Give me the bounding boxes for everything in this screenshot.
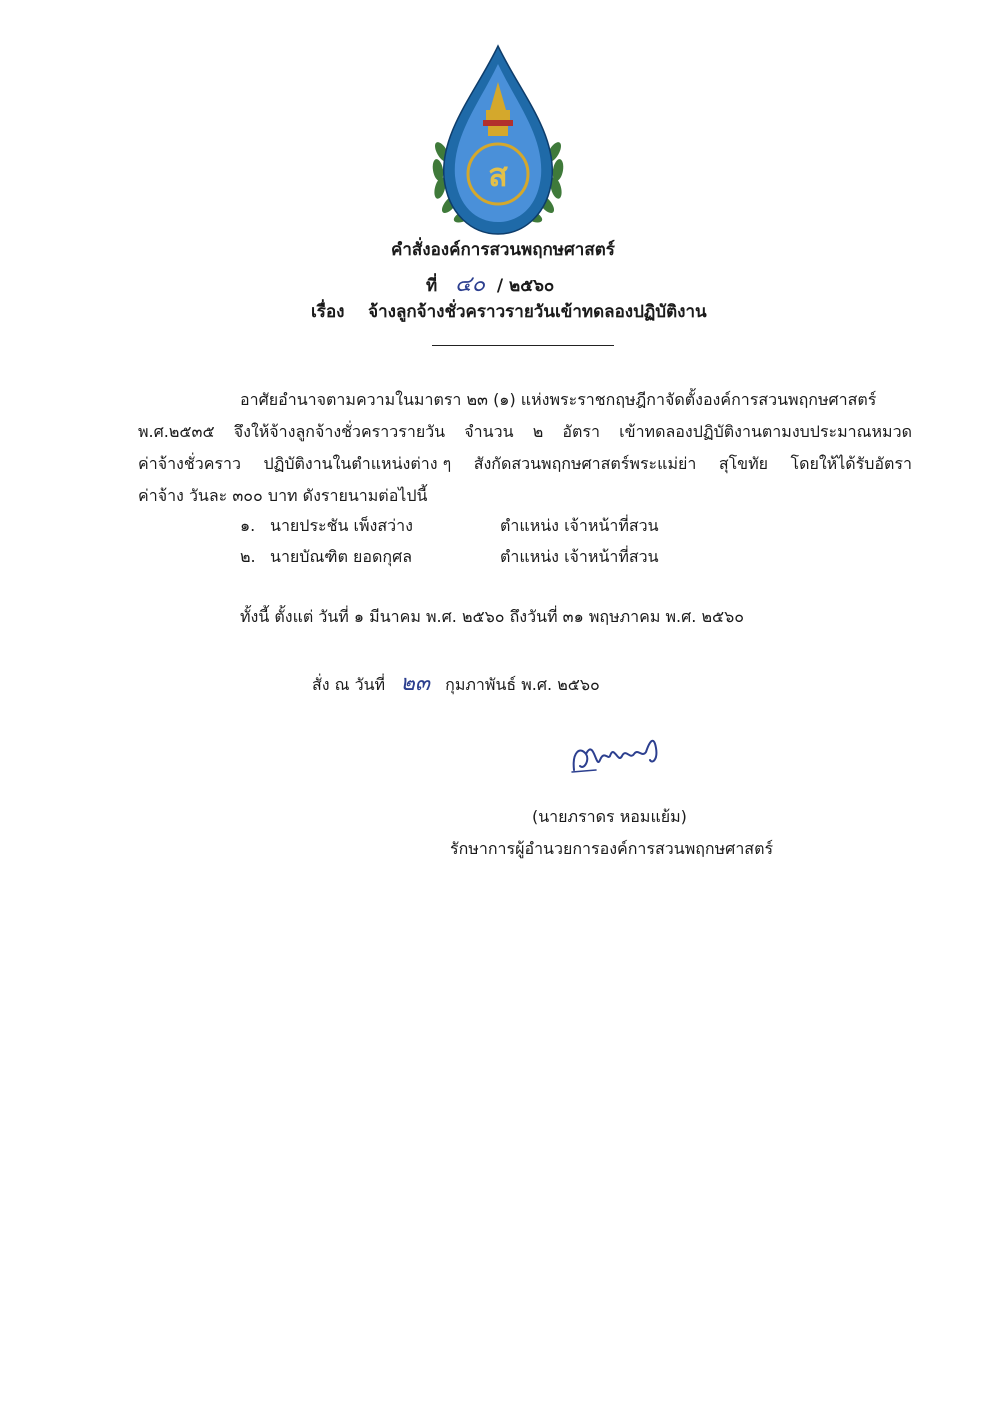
number-year: / ๒๕๖๐ — [496, 276, 555, 296]
date-month-year: กุมภาพันธ์ พ.ศ. ๒๕๖๐ — [445, 675, 600, 694]
body-word: ๒ — [532, 422, 544, 441]
body-word: ค่าจ้างชั่วคราว — [138, 454, 241, 473]
signer-name: (นายภราดร หอมแย้ม) — [532, 807, 687, 826]
body-line-2 — [138, 420, 912, 445]
handwritten-day: ๒๓ — [400, 671, 430, 696]
employee-position: ตำแหน่ง เจ้าหน้าที่สวน — [500, 547, 659, 566]
order-date — [312, 665, 600, 700]
body-word: โดยให้ได้รับอัตรา — [790, 454, 912, 473]
body-line-4: ค่าจ้าง วันละ ๓๐๐ บาท ดังรายนามต่อไปนี้ — [138, 486, 428, 505]
body-line-1: อาศัยอำนาจตามความในมาตรา ๒๓ (๑) แห่งพระราชกฤษฎีกาจัดตั้งองค์การสวนพฤกษศาสตร์ — [240, 390, 877, 409]
subject-label: เรื่อง — [311, 302, 345, 322]
order-number — [426, 266, 554, 301]
date-prefix: สั่ง ณ วันที่ — [312, 675, 386, 694]
order-title: คำสั่งองค์การสวนพฤกษศาสตร์ — [391, 240, 615, 260]
effective-period: ทั้งนี้ ตั้งแต่ วันที่ ๑ มีนาคม พ.ศ. ๒๕๖๐ ถึงวันที่ ๓๑ พฤษภาคม พ.ศ. ๒๕๖๐ — [240, 607, 745, 626]
employee-position: ตำแหน่ง เจ้าหน้าที่สวน — [500, 516, 659, 535]
body-word: เข้าทดลองปฏิบัติงานตามงบประมาณหมวด — [619, 422, 912, 441]
employee-name: นายประชัน เพ็งสว่าง — [270, 516, 413, 535]
body-word: สังกัดสวนพฤกษศาสตร์พระแม่ย่า — [473, 454, 697, 473]
employee-name: นายบัณฑิต ยอดกุศล — [270, 547, 413, 566]
signer-title: รักษาการผู้อำนวยการองค์การสวนพฤกษศาสตร์ — [450, 839, 774, 858]
subject-text: จ้างลูกจ้างชั่วคราวรายวันเข้าทดลองปฏิบัติงาน — [368, 302, 707, 322]
body-word: สุโขทัย — [718, 454, 769, 473]
body-word: ปฏิบัติงานในตำแหน่งต่าง ๆ — [263, 454, 452, 473]
order-subject — [311, 298, 707, 325]
body-word: จำนวน — [464, 422, 514, 441]
body-line-3 — [138, 452, 912, 477]
signature-icon — [566, 730, 666, 780]
body-word: พ.ศ.๒๕๓๕ — [138, 422, 215, 441]
employee-no: ๒. — [240, 547, 256, 566]
header-divider — [432, 345, 614, 346]
monogram-glyph: ส — [488, 156, 508, 194]
handwritten-number: ๔๐ — [454, 272, 486, 297]
body-word: อัตรา — [562, 422, 600, 441]
body-word: จึงให้จ้างลูกจ้างชั่วคราวรายวัน — [233, 422, 446, 441]
rfio-emblem-icon — [428, 42, 568, 242]
employee-no: ๑. — [240, 516, 256, 535]
number-prefix: ที่ — [426, 276, 438, 296]
